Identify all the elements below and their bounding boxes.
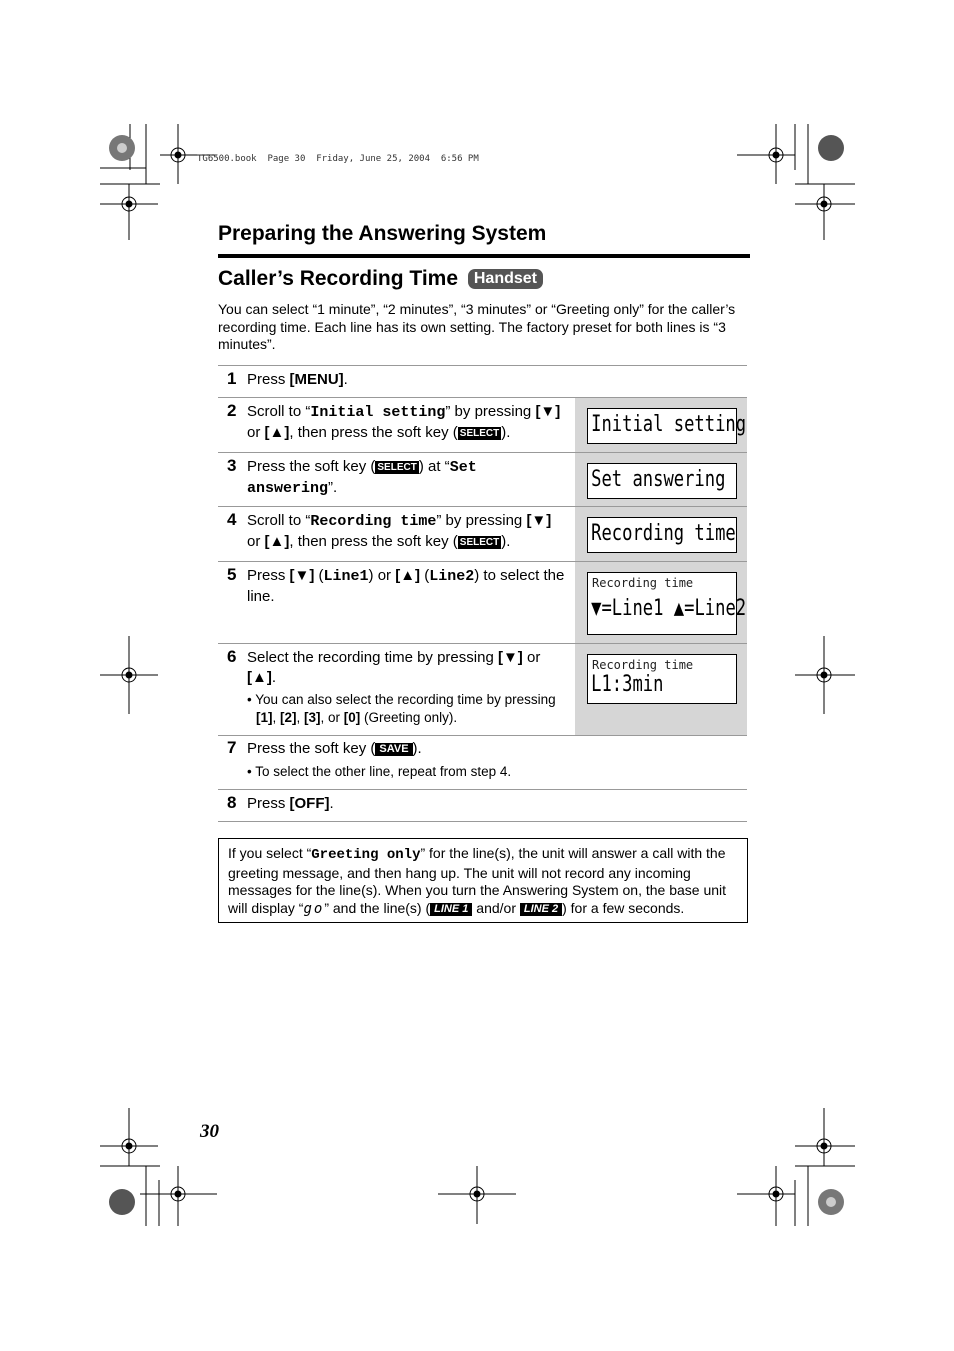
line1-indicator-icon: LINE 1: [430, 903, 472, 916]
step-8-text: [247, 794, 567, 814]
text: (: [420, 567, 430, 584]
text: Scroll to “: [247, 512, 311, 529]
lcd-line1: =Line1: [601, 596, 664, 621]
lcd-display: [587, 654, 737, 704]
text: and/or: [472, 899, 520, 916]
step-number: 4: [227, 510, 237, 529]
select-key-icon: SELECT: [459, 428, 500, 439]
lcd-display: [587, 463, 737, 499]
text: Scroll to “: [247, 403, 311, 420]
text: Press: [247, 371, 290, 388]
text: .: [343, 371, 348, 388]
table-rule: [218, 397, 747, 398]
text: or: [522, 649, 541, 666]
lcd-display: [587, 517, 737, 553]
down-key: [▼]: [535, 403, 561, 420]
step-number: 7: [227, 738, 237, 757]
step-6-text: [247, 648, 567, 688]
step-2-text: [247, 402, 567, 443]
key-0: [0]: [343, 710, 361, 725]
text: Press the soft key (: [247, 740, 376, 757]
text: ” for the line(s), the unit will answer a call with the greeting message, and then hang up. The unit will not record any incoming messages for the line(s). When you turn the Answering System on, the base unit will display “: [228, 845, 727, 916]
down-arrow-icon: ▼: [591, 596, 602, 621]
table-rule: [218, 506, 747, 507]
off-key: [OFF]: [289, 795, 330, 812]
step-1-text: [247, 370, 567, 390]
text: Select the recording time by pressing: [247, 649, 498, 666]
text: or: [247, 424, 265, 441]
text: ) at “: [418, 458, 450, 475]
step-3-text: [247, 457, 567, 499]
table-rule: [218, 821, 747, 822]
text: (: [314, 567, 324, 584]
text: .: [329, 795, 334, 812]
lcd-display: [587, 572, 747, 635]
note-box: [218, 838, 748, 923]
down-key: [▼]: [289, 567, 315, 584]
step-number: 2: [227, 401, 237, 420]
up-arrow-icon: ▲: [673, 596, 685, 621]
text: • You can also select the recording time by pressing: [247, 692, 556, 707]
line2-indicator-icon: LINE 2: [520, 903, 562, 916]
table-rule: [218, 365, 747, 366]
menu-code: Set answering: [247, 459, 477, 497]
up-key: [▲]: [247, 669, 272, 686]
step-5-text: [247, 566, 567, 607]
text: .: [271, 669, 277, 686]
text: ,: [272, 710, 281, 725]
table-rule: [218, 452, 747, 453]
greeting-code: Greeting only: [311, 847, 421, 863]
lcd-text: L1:3min: [591, 672, 664, 697]
text: If you select “: [228, 845, 312, 861]
lcd-text: [588, 596, 747, 621]
go-display-glyph: go: [303, 900, 325, 917]
text: Press: [247, 795, 290, 812]
text: Press the soft key (: [247, 458, 376, 475]
text: , then press the soft key (: [289, 424, 458, 441]
lcd-small-text: Recording time: [592, 576, 694, 590]
lcd-display: [587, 408, 747, 444]
text: ).: [412, 740, 422, 757]
text: ” and the line(s) (: [324, 899, 431, 916]
menu-code: Recording time: [310, 513, 437, 530]
save-key-icon: SAVE: [375, 743, 412, 756]
step-6-bullet: [247, 691, 576, 727]
print-header-meta: TG6500.book Page 30 Friday, June 25, 2004 6:56 PM: [197, 154, 479, 164]
menu-code: Initial setting: [310, 404, 446, 421]
table-rule: [218, 789, 747, 790]
text: ).: [501, 533, 511, 550]
text: ) or: [368, 567, 396, 584]
lcd-text: Recording time: [591, 521, 736, 546]
lcd-text: Set answering: [591, 467, 726, 492]
page-number: 30: [200, 1121, 219, 1142]
page-title-text: Caller’s Recording Time: [218, 267, 459, 290]
text: (Greeting only).: [360, 710, 458, 725]
lcd-text: Initial setting: [591, 412, 747, 437]
table-rule: [218, 643, 747, 644]
table-rule: [218, 735, 747, 736]
step-number: 5: [227, 565, 237, 584]
text: ).: [501, 424, 511, 441]
note-text: [228, 845, 740, 918]
step-4-text: [247, 511, 567, 552]
lcd-line2: =Line2: [684, 596, 747, 621]
intro-paragraph: You can select “1 minute”, “2 minutes”, “3 minutes” or “Greeting only” for the caller’s recording time. Each line has its own setting. The factory preset for both lines is “3 minutes”.: [218, 301, 736, 352]
text: , or: [320, 710, 344, 725]
text: ) for a few seconds.: [562, 899, 685, 916]
handset-badge: Handset: [468, 269, 543, 289]
text: ” by pressing: [436, 512, 527, 529]
text: ” by pressing: [445, 403, 536, 420]
key-1: [1]: [256, 710, 273, 725]
step-7-bullet: • To select the other line, repeat from step 4.: [247, 764, 512, 779]
select-key-icon: SELECT: [459, 537, 500, 548]
step-number: 3: [227, 456, 237, 475]
text: , then press the soft key (: [289, 533, 458, 550]
step-number: 1: [227, 369, 237, 388]
section-title: Preparing the Answering System: [218, 222, 547, 245]
up-key: [▲]: [264, 533, 290, 550]
title-rule: [218, 254, 750, 258]
select-key-icon: SELECT: [377, 462, 417, 473]
table-rule: [218, 561, 747, 562]
up-key: [▲]: [264, 424, 290, 441]
text: ,: [296, 710, 305, 725]
line2-code: Line2: [429, 568, 475, 585]
down-key: [▼]: [526, 512, 552, 529]
lcd-small-text: Recording time: [592, 658, 694, 672]
key-2: [2]: [280, 710, 297, 725]
up-key: [▲]: [395, 567, 421, 584]
step-number: 6: [227, 647, 237, 666]
step-number: 8: [227, 793, 237, 812]
page-title: [218, 267, 543, 291]
line1-code: Line1: [323, 568, 369, 585]
key-3: [3]: [304, 710, 321, 725]
text: ”.: [328, 479, 338, 496]
text: or: [247, 533, 265, 550]
step-7-text: [247, 739, 567, 759]
down-key: [▼]: [497, 649, 523, 666]
text: ) to select the line.: [247, 567, 565, 605]
text: Press: [247, 567, 290, 584]
menu-key: [MENU]: [289, 371, 344, 388]
